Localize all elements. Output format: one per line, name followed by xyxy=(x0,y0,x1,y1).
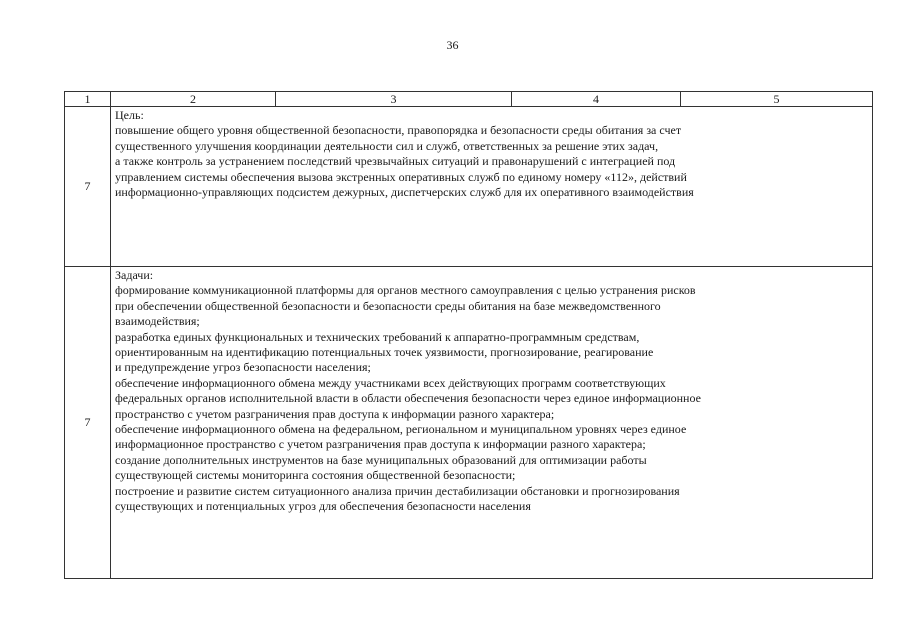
table-row-tasks xyxy=(65,267,873,579)
text-line: и предупреждение угроз безопасности населения; xyxy=(115,360,371,375)
row-number: 7 xyxy=(65,267,111,579)
text-line: разработка единых функциональных и технических требований к аппаратно-программным средствам, xyxy=(115,329,640,344)
text-line: обеспечение информационного обмена между участниками всех действующих программ соответствующих xyxy=(115,375,666,390)
column-header: 3 xyxy=(276,92,512,107)
text-line: создание дополнительных инструментов на базе муниципальных образований для оптимизации работы xyxy=(115,452,647,467)
table-row-goal xyxy=(65,107,873,267)
column-header: 1 xyxy=(65,92,111,107)
text-line: а также контроль за устранением последствий чрезвычайных ситуаций и правонарушений с интеграцией под xyxy=(115,154,676,169)
column-header: 5 xyxy=(681,92,873,107)
table-header-row xyxy=(65,92,873,107)
row-number: 7 xyxy=(65,107,111,267)
tasks-heading: Задачи: xyxy=(115,268,154,282)
text-line: пространство с учетом разграничения прав доступа к информации разного характера; xyxy=(115,406,555,421)
tasks-cell xyxy=(111,267,873,579)
goal-heading: Цель: xyxy=(115,108,144,122)
text-line: повышение общего уровня общественной безопасности, правопорядка и безопасности среды обитания за счет xyxy=(115,123,682,138)
text-line: существующих и потенциальных угроз для обеспечения безопасности населения xyxy=(115,499,531,514)
text-line: федеральных органов исполнительной власти в области обеспечения безопасности через единое информационное xyxy=(115,391,701,406)
document-table xyxy=(64,91,873,579)
text-line: информационное пространство с учетом разграничения прав доступа к информации разного характера; xyxy=(115,437,646,452)
text-line: информационно-управляющих подсистем дежурных, диспетчерских служб для их оперативного взаимодействия xyxy=(115,185,694,200)
text-line: формирование коммуникационной платформы для органов местного самоуправления с целью устранения рисков xyxy=(115,283,696,298)
page-number: 36 xyxy=(446,38,459,52)
text-line: существующей системы мониторинга состояния общественной безопасности; xyxy=(115,468,516,483)
column-header: 4 xyxy=(512,92,681,107)
text-line: ориентированным на идентификацию потенциальных точек уязвимости, прогнозирование, реагирование xyxy=(115,345,654,360)
goal-cell xyxy=(111,107,873,267)
text-line: взаимодействия; xyxy=(115,314,200,329)
text-line: существенного улучшения координации деятельности сил и служб, ответственных за решение этих задач, xyxy=(115,138,659,153)
text-line: обеспечение информационного обмена на федеральном, региональном и муниципальном уровнях через единое xyxy=(115,422,687,437)
column-header: 2 xyxy=(111,92,276,107)
text-line: управлением системы обеспечения вызова экстренных оперативных служб по единому номеру «112», действий xyxy=(115,169,687,184)
text-line: построение и развитие систем ситуационного анализа причин дестабилизации обстановки и прогнозирования xyxy=(115,483,680,498)
text-line: при обеспечении общественной безопасности и безопасности среды обитания на базе межведомственного xyxy=(115,298,661,313)
